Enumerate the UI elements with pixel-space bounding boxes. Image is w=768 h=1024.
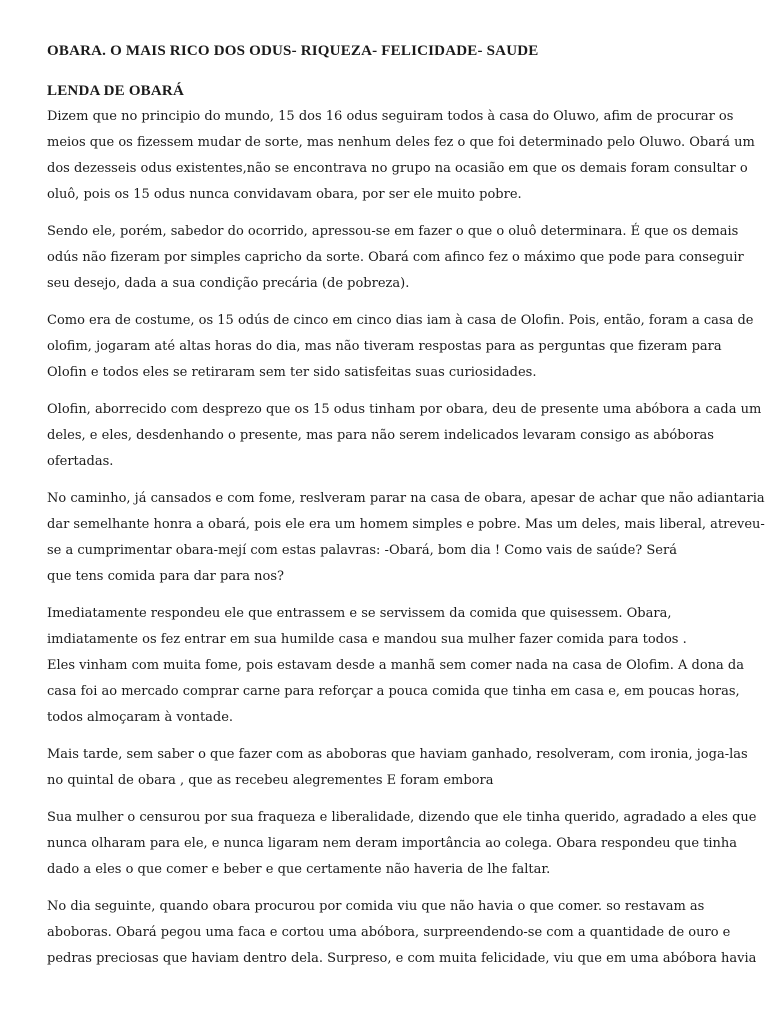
paragraph bbox=[47, 805, 757, 883]
text-line: pedras preciosas que haviam dentro dela. Surpreso, e com muita felicidade, viu que em uma abóbora havia bbox=[47, 951, 757, 966]
text-line: Olofin e todos eles se retiraram sem ter sido satisfeitas suas curiosidades. bbox=[47, 365, 537, 380]
document-title: OBARA. O MAIS RICO DOS ODUS- RIQUEZA- FELICIDADE- SAUDE bbox=[47, 43, 539, 59]
paragraph bbox=[47, 104, 755, 208]
text-line: olofim, jogaram até altas horas do dia, mas não tiveram respostas para as perguntas que fizeram para bbox=[47, 339, 722, 354]
text-line: no quintal de obara , que as recebeu alegrementes E foram embora bbox=[47, 773, 494, 788]
text-line: Eles vinham com muita fome, pois estavam desde a manhã sem comer nada na casa de Olofim. A dona da bbox=[47, 658, 744, 673]
paragraph bbox=[47, 397, 762, 475]
text-line: seu desejo, dada a sua condição precária (de pobreza). bbox=[47, 276, 410, 291]
text-line: aboboras. Obará pegou uma faca e cortou uma abóbora, surpreendendo-se com a quantidade de ouro e bbox=[47, 925, 731, 940]
text-line: No caminho, já cansados e com fome, reslveram parar na casa de obara, apesar de achar que não adiantaria bbox=[47, 491, 765, 506]
text-line: casa foi ao mercado comprar carne para reforçar a pouca comida que tinha em casa e, em poucas horas, bbox=[47, 684, 740, 699]
text-line: se a cumprimentar obara-mejí com estas palavras: -Obará, bom dia ! Como vais de saúde? Será bbox=[47, 543, 677, 558]
text-line: Imediatamente respondeu ele que entrassem e se servissem da comida que quisessem. Obara, bbox=[47, 606, 672, 621]
paragraph bbox=[47, 219, 744, 297]
text-line: imdiatamente os fez entrar em sua humilde casa e mandou sua mulher fazer comida para todos . bbox=[47, 632, 687, 647]
text-line: Sendo ele, porém, sabedor do ocorrido, apressou-se em fazer o que o oluô determinara. É que os demais bbox=[47, 224, 739, 239]
body-text bbox=[47, 104, 765, 972]
text-line: odús não fizeram por simples capricho da sorte. Obará com afinco fez o máximo que pode para conseguir bbox=[47, 250, 744, 265]
paragraph bbox=[47, 486, 765, 590]
paragraph bbox=[47, 894, 757, 972]
text-line: ofertadas. bbox=[47, 454, 114, 469]
text-line: todos almoçaram à vontade. bbox=[47, 710, 234, 725]
text-line: Olofin, aborrecido com desprezo que os 15 odus tinham por obara, deu de presente uma abóbora a cada um bbox=[47, 402, 762, 417]
paragraph bbox=[47, 308, 754, 386]
text-line: dado a eles o que comer e beber e que certamente não haveria de lhe faltar. bbox=[47, 862, 551, 877]
text-line: dar semelhante honra a obará, pois ele era um homem simples e pobre. Mas um deles, mais liberal, atreveu- bbox=[47, 517, 765, 532]
text-line: Mais tarde, sem saber o que fazer com as aboboras que haviam ganhado, resolveram, com ironia, joga-las bbox=[47, 747, 748, 762]
text-line: deles, e eles, desdenhando o presente, mas para não serem indelicados levaram consigo as abóboras bbox=[47, 428, 714, 443]
paragraph bbox=[47, 742, 748, 794]
text-line: dos dezesseis odus existentes,não se encontrava no grupo na ocasião em que os demais foram consultar o bbox=[47, 161, 748, 176]
paragraph bbox=[47, 601, 744, 731]
text-line: meios que os fizessem mudar de sorte, mas nenhum deles fez o que foi determinado pelo Oluwo. Obará um bbox=[47, 135, 755, 150]
text-line: oluô, pois os 15 odus nunca convidavam obara, por ser ele muito pobre. bbox=[47, 187, 522, 202]
text-line: Sua mulher o censurou por sua fraqueza e liberalidade, dizendo que ele tinha querido, agradado a eles que bbox=[47, 810, 757, 825]
text-line: Como era de costume, os 15 odús de cinco em cinco dias iam à casa de Olofin. Pois, então, foram a casa de bbox=[47, 313, 754, 328]
text-line: que tens comida para dar para nos? bbox=[47, 569, 285, 584]
text-line: nunca olharam para ele, e nunca ligaram nem deram importância ao colega. Obara respondeu que tinha bbox=[47, 836, 738, 851]
section-subtitle: LENDA DE OBARÁ bbox=[47, 83, 184, 99]
text-line: Dizem que no principio do mundo, 15 dos 16 odus seguiram todos à casa do Oluwo, afim de procurar os bbox=[47, 109, 734, 124]
text-line: No dia seguinte, quando obara procurou por comida viu que não havia o que comer. so restavam as bbox=[47, 899, 705, 914]
